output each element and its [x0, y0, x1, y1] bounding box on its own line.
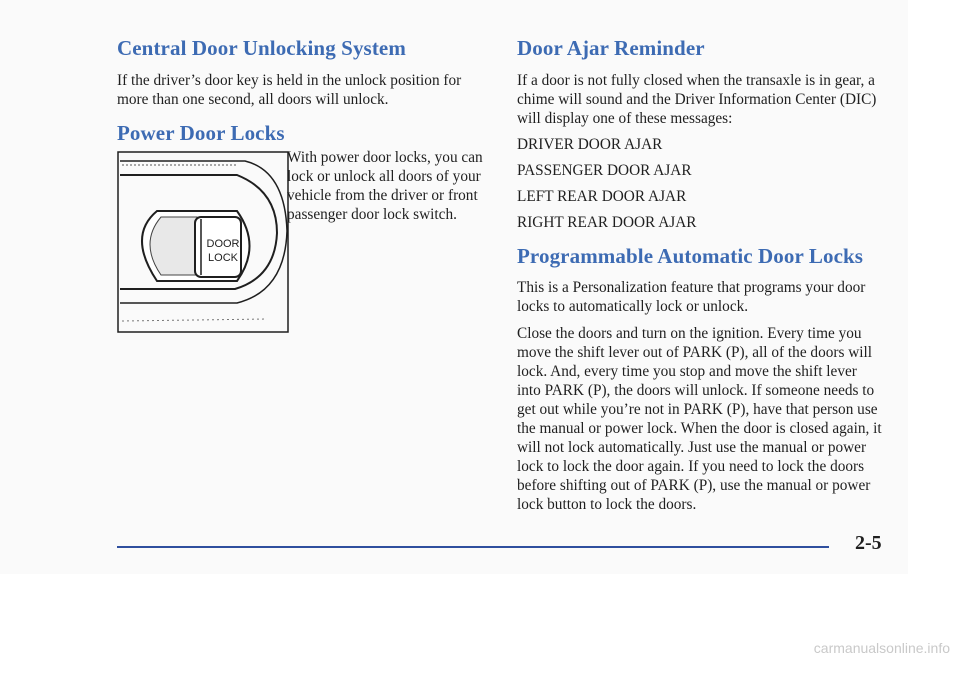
message-driver-door-ajar: DRIVER DOOR AJAR [517, 136, 663, 153]
left-column [117, 36, 483, 264]
figure-label-lock: LOCK [208, 252, 238, 264]
heading-programmable-door-locks: Programmable Automatic Door Locks [517, 244, 864, 268]
message-passenger-door-ajar: PASSENGER DOOR AJAR [517, 162, 692, 179]
door-lock-switch-figure [117, 151, 289, 333]
automatic-lock-paragraph: Close the doors and turn on the ignition. Every time you move the shift lever out of PARK (P), all of the doors will lock. And, every time you stop and move the shift lever into PARK (P), the doors will unlock. If someone needs to get out while you’re not in PARK (P), have that person use the manual or power lock. When the door is closed again, it will not lock automatically. Just use the manual or power lock to lock the door again. If you need to lock the doors before shifting out of PARK (P), use the manual or power lock button to lock the doors. [517, 325, 882, 513]
heading-central-door-unlocking: Central Door Unlocking System [117, 36, 406, 60]
watermark: carmanualsonline.info [813, 640, 950, 656]
heading-power-door-locks: Power Door Locks [117, 121, 285, 145]
figure-label-door: DOOR [206, 238, 240, 250]
door-ajar-paragraph: If a door is not fully closed when the transaxle is in gear, a chime will sound and the Driver Information Center (DIC) will display one of these messages: [517, 72, 877, 127]
message-right-rear-door-ajar: RIGHT REAR DOOR AJAR [517, 214, 697, 231]
door-lock-switch-illustration [117, 151, 289, 333]
page-number: 2-5 [855, 532, 882, 554]
right-column [517, 36, 882, 514]
heading-door-ajar-reminder: Door Ajar Reminder [517, 36, 705, 60]
message-left-rear-door-ajar: LEFT REAR DOOR AJAR [517, 188, 687, 205]
power-door-locks-paragraph: With power door locks, you can lock or unlock all doors of your vehicle from the driver or front passenger door lock switch. [287, 149, 483, 223]
personalization-paragraph: This is a Personalization feature that programs your door locks to automatically lock or unlock. [517, 279, 866, 315]
central-unlocking-paragraph: If the driver’s door key is held in the unlock position for more than one second, all doors will unlock. [117, 72, 462, 108]
footer-rule [117, 546, 829, 548]
